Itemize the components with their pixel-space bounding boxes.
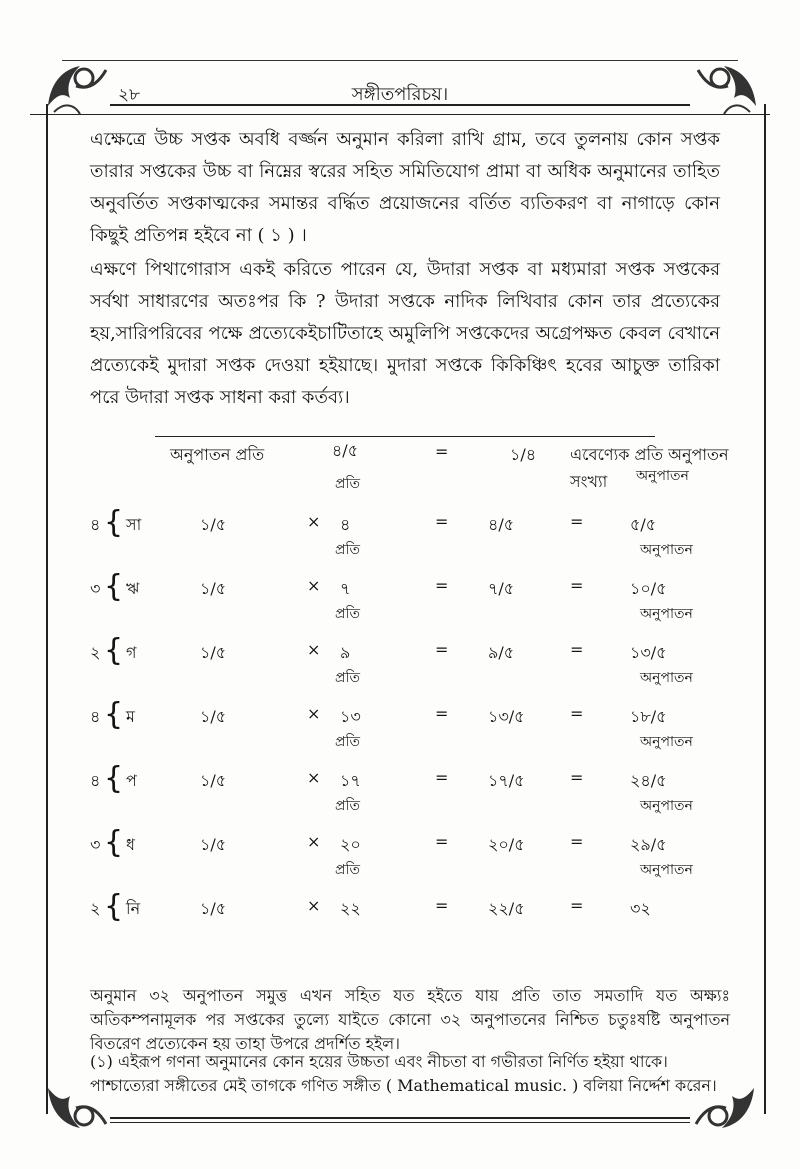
note-letter: ম — [126, 707, 135, 726]
top-border-line — [62, 60, 738, 61]
times-sign: × — [307, 704, 321, 723]
bottom-border — [110, 1117, 690, 1119]
product-value: ৪/৫ — [488, 515, 515, 534]
row-number: ৪ — [90, 771, 101, 790]
product-value: ৭/৫ — [488, 579, 515, 598]
header-label: অনুপাতন প্রতি — [170, 445, 265, 464]
unit-label: প্রতি — [335, 862, 360, 878]
table-row — [90, 888, 730, 952]
calculation-table — [90, 442, 730, 952]
paragraph: এক্ষেত্রে উচ্চ সপ্তক অবধি বর্জ্জন অনুমান করিলা রাখি গ্রাম, তবে তুলনায় কোন সপ্তক তারার সপ্তকের উচ্চ বা নিম্নের স্বরের সহিত সমিতিযোগ প্রামা বা অধিক অনুমানের তাহিত অনুবর্তিত সপ্তকাত্মকের সমান্তর বর্দ্ধিত প্রয়োজনের বর্তিত ব্যতিকরণ বা নাগাড়ে কোন কিছুই প্রতিপন্ন হইবে না ( ১ ) । — [90, 129, 720, 246]
note-letter: প — [126, 771, 137, 790]
result-value: ২৪/৫ — [630, 771, 667, 790]
product-value: ৯/৫ — [488, 643, 515, 662]
header-rule-thin — [30, 114, 770, 115]
equals-sign: = — [435, 704, 449, 723]
multiplier: ২০ — [340, 835, 361, 854]
result-value: ১৮/৫ — [630, 707, 667, 726]
right-border — [764, 104, 766, 1114]
footnote: (১) এইরূপ গণনা অনুমানের কোন হয়ের উচ্চতা এবং নীচতা বা গভীরতা নির্ণিত হইয়া থাকে। পাশ্চাত্যেরা সঙ্গীতের মেই তাগকে গণিত সঙ্গীত ( Mathematical music. ) বলিয়া নির্দ্দেশ করেন। — [90, 1052, 717, 1095]
note-letter: সা — [126, 515, 142, 534]
brace-icon: { — [104, 505, 124, 540]
unit-label: প্রতি — [335, 798, 360, 814]
base-fraction: ১/৫ — [200, 579, 227, 598]
multiplier: ২২ — [340, 899, 361, 918]
multiplier: ১৩ — [340, 707, 361, 726]
bottom-border-thin — [110, 1122, 690, 1123]
result-label: অনুপাতন — [640, 862, 693, 878]
equals-sign: = — [435, 768, 449, 787]
base-fraction: ১/৫ — [200, 515, 227, 534]
brace-icon: { — [104, 825, 124, 860]
brace-icon: { — [104, 569, 124, 604]
running-head: সঙ্গীতপরিচয়। — [351, 84, 449, 105]
table-row — [90, 632, 730, 696]
equals-sign: = — [570, 640, 584, 659]
table-row — [90, 504, 730, 568]
result-value: ৫/৫ — [630, 515, 657, 534]
table-row — [90, 568, 730, 632]
base-fraction: ১/৫ — [200, 707, 227, 726]
header-label: এবেণ্যেক প্রতি অনুপাতন সংখ্যা — [570, 445, 729, 491]
result-label: অনুপাতন — [640, 798, 693, 814]
header-label: অনুপাতন — [636, 468, 689, 484]
equals-sign: = — [435, 512, 449, 531]
times-sign: × — [307, 512, 321, 531]
row-number: ৩ — [90, 835, 101, 854]
equals-sign: = — [570, 896, 584, 915]
result-label: অনুপাতন — [640, 606, 693, 622]
multiplier: ১৭ — [340, 771, 361, 790]
calculation-header — [90, 442, 730, 504]
times-sign: × — [307, 768, 321, 787]
base-fraction: ১/৫ — [200, 771, 227, 790]
row-number: ২ — [90, 899, 101, 918]
multiplier: ৯ — [340, 643, 351, 662]
brace-icon: { — [104, 889, 124, 924]
times-sign: × — [307, 896, 321, 915]
result-value: ১০/৫ — [630, 579, 667, 598]
section-divider — [155, 436, 655, 437]
result-label: অনুপাতন — [640, 734, 693, 750]
unit-label: প্রতি — [335, 606, 360, 622]
table-row — [90, 824, 730, 888]
equals-sign: = — [435, 832, 449, 851]
paragraph: অনুমান ৩২ অনুপাতন সমুত্ত এখন সহিত যত হইতে যায় প্রতি তাত সমতাদি যত অক্ষ্যঃ অতিকম্পনামূলক পর সপ্তকের তুল্যে যাইতে কোনো ৩২ অনুপাতনের নিশ্চিত চতুঃষষ্টি অনুপাতন বিতরেণ প্রত্যেকেন হয় তাহা উপরে প্রদর্শিত হইল। — [90, 986, 730, 1053]
equals-sign: = — [570, 576, 584, 595]
note-letter: নি — [126, 899, 141, 918]
product-value: ১৩/৫ — [488, 707, 525, 726]
equals-sign: = — [570, 704, 584, 723]
base-fraction: ১/৫ — [200, 643, 227, 662]
result-label: অনুপাতন — [640, 670, 693, 686]
base-fraction: ১/৫ — [200, 899, 227, 918]
result-value: ১৩/৫ — [630, 643, 667, 662]
result-value: ৩২ — [630, 899, 651, 918]
note-letter: ঋ — [126, 579, 140, 598]
brace-icon: { — [104, 697, 124, 732]
base-fraction: ১/৫ — [200, 835, 227, 854]
multiplier: ৪ — [340, 515, 351, 534]
row-number: ৪ — [90, 707, 101, 726]
unit-label: প্রতি — [335, 734, 360, 750]
product-value: ২২/৫ — [488, 899, 525, 918]
header-sub-label: প্রতি — [335, 476, 360, 492]
times-sign: × — [307, 640, 321, 659]
times-sign: × — [307, 832, 321, 851]
row-number: ৩ — [90, 579, 101, 598]
equals-sign: = — [435, 576, 449, 595]
equals-sign: = — [435, 640, 449, 659]
note-letter: গ — [126, 643, 137, 662]
left-border — [46, 104, 48, 1114]
header-fraction: ৪/৫ — [331, 441, 359, 460]
brace-icon: { — [104, 633, 124, 668]
header-unit: ১/৪ — [510, 445, 537, 464]
equals-sign: = — [570, 512, 584, 531]
unit-label: প্রতি — [335, 542, 360, 558]
table-row — [90, 696, 730, 760]
equals-sign: = — [570, 768, 584, 787]
page-number: ২৮ — [118, 85, 141, 105]
product-value: ১৭/৫ — [488, 771, 525, 790]
brace-icon: { — [104, 761, 124, 796]
times-sign: × — [307, 576, 321, 595]
unit-label: প্রতি — [335, 670, 360, 686]
multiplier: ৭ — [340, 579, 351, 598]
result-label: অনুপাতন — [640, 542, 693, 558]
result-value: ২৯/৫ — [630, 835, 667, 854]
row-number: ২ — [90, 643, 101, 662]
equals-sign: = — [570, 832, 584, 851]
product-value: ২০/৫ — [488, 835, 525, 854]
equals-sign: = — [435, 896, 449, 915]
row-number: ৪ — [90, 515, 101, 534]
table-row — [90, 760, 730, 824]
equals-sign: = — [435, 442, 449, 461]
paragraph: এক্ষণে পিথাগোরাস একই করিতে পারেন যে, উদারা সপ্তক বা মধ্যমারা সপ্তক সপ্তকের সর্বথা সাধারণের অতঃপর কি ? উদারা সপ্তকে নাদিক লিখিবার কোন তার প্রত্যেকের হয়,সারিপরিবের পক্ষে প্রত্যেকেইচাটিতাহে অমুলিপি সপ্তকেদের অগ্রেপক্ষত কেবল বেখানে প্রত্যেকেই মুদারা সপ্তক দেওয়া হইয়াছে। মুদারা সপ্তকে কিকিঞ্চিৎ হবের আচুক্ত তারিকা পরে উদারা সপ্তক সাধনা করা কর্তব্য। — [90, 259, 720, 408]
note-letter: ধ — [126, 835, 135, 854]
